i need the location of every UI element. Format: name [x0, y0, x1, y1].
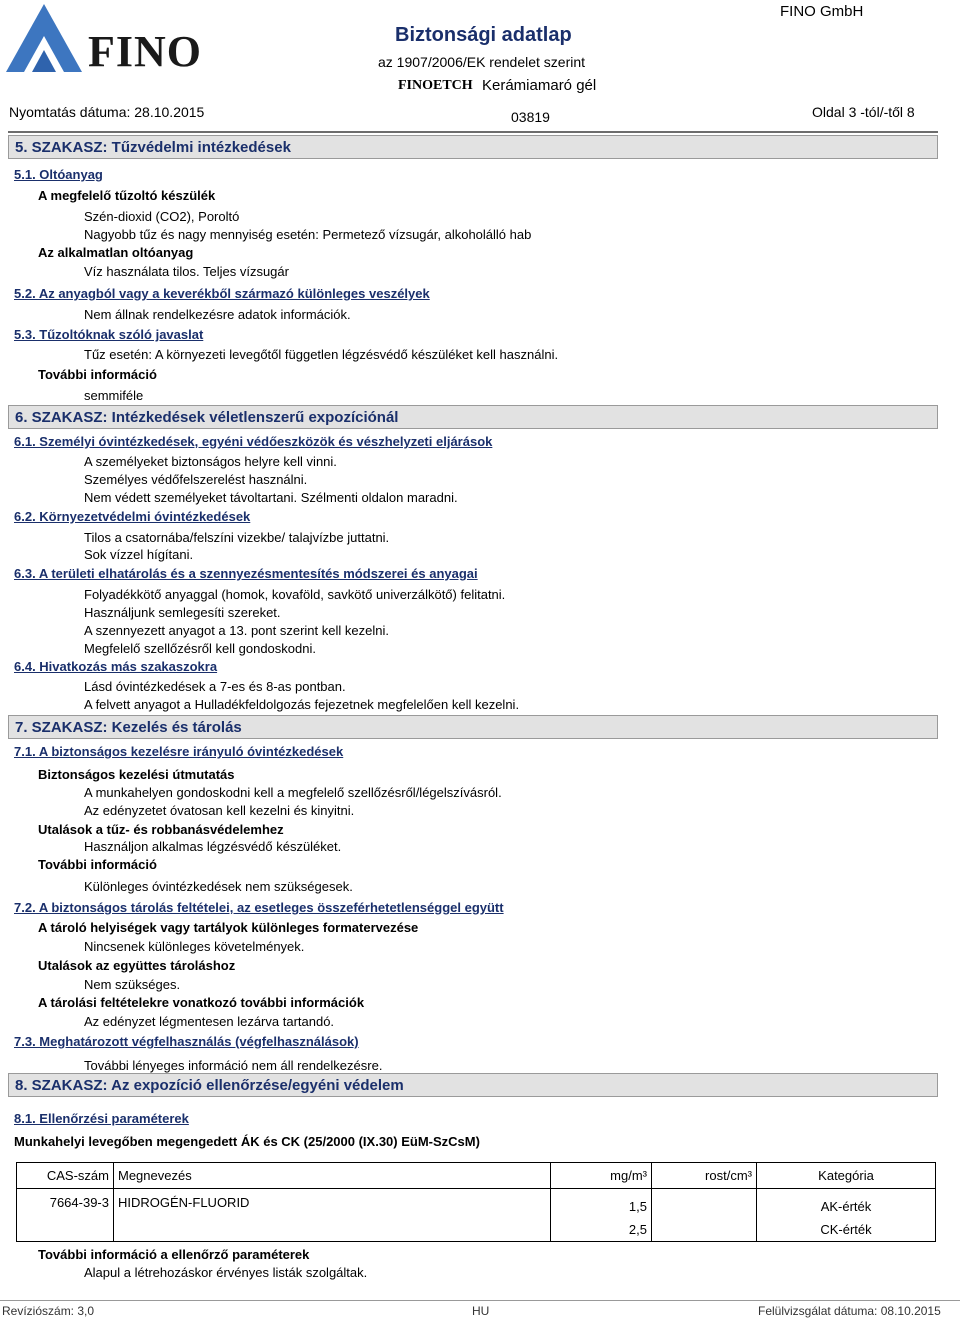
- product-name: Kerámiamaró gél: [482, 77, 597, 94]
- company-name: FINO GmbH: [780, 3, 864, 20]
- subsection-6-4: 6.4. Hivatkozás más szakaszokra: [14, 659, 218, 674]
- label-joint-storage: Utalások az együttes tároláshoz: [38, 958, 236, 973]
- footer-divider: [0, 1300, 960, 1301]
- header-fiber: rost/cm³: [652, 1163, 757, 1189]
- subsection-8-1: 8.1. Ellenőrzési paraméterek: [14, 1111, 189, 1126]
- logo-text: FINO: [88, 27, 202, 76]
- text-line: Lásd óvintézkedések a 7-es és 8-as pontban.: [84, 679, 346, 694]
- section-7-header: 7. SZAKASZ: Kezelés és tárolás: [8, 715, 938, 739]
- section-6-header: 6. SZAKASZ: Intézkedések véletlenszerű expozíciónál: [8, 405, 938, 429]
- brand-prefix: FINOETCH: [398, 78, 473, 93]
- text-line: Használjunk semlegesíti szereket.: [84, 605, 281, 620]
- cell-category: [757, 1189, 936, 1242]
- text-line: Különleges óvintézkedések nem szükségesek.: [84, 879, 353, 894]
- product-code: 03819: [511, 109, 550, 125]
- text-line: A felvett anyagot a Hulladékfeldolgozás fejezetnek megfelelően kell kezelni.: [84, 697, 520, 712]
- section-5-header: 5. SZAKASZ: Tűzvédelmi intézkedések: [8, 135, 938, 159]
- header-category: Kategória: [757, 1163, 936, 1189]
- cell-name: HIDROGÉN-FLUORID: [114, 1189, 551, 1242]
- text-line: A munkahelyen gondoskodni kell a megfelelő szellőzésről/légelszívásról.: [84, 785, 502, 800]
- text-line: Tűz esetén: A környezeti levegőtől független légzésvédő készüléket kell használni.: [84, 347, 559, 362]
- text-line: Szén-dioxid (CO2), Poroltó: [84, 209, 240, 224]
- label-storage-design: A tároló helyiségek vagy tartályok különleges formatervezése: [38, 920, 419, 935]
- label-safe-handling: Biztonságos kezelési útmutatás: [38, 767, 235, 782]
- subsection-7-2: 7.2. A biztonságos tárolás feltételei, az esetleges összeférhetetlenséggel együtt: [14, 900, 504, 915]
- subsection-5-3: 5.3. Tűzoltóknak szóló javaslat: [14, 327, 204, 342]
- subsection-6-1: 6.1. Személyi óvintézkedések, egyéni védőeszközök és vészhelyzeti eljárások: [14, 434, 493, 449]
- text-line: Nem védett személyeket távoltartani. Szélmenti oldalon maradni.: [84, 490, 458, 505]
- text-line: Személyes védőfelszerelést használni.: [84, 472, 308, 487]
- header-mg: mg/m³: [551, 1163, 652, 1189]
- text-line: Nem szükséges.: [84, 977, 181, 992]
- text-line: semmiféle: [84, 388, 144, 403]
- review-date: Felülvizsgálat dátuma: 08.10.2015: [758, 1304, 941, 1318]
- subsection-7-3: 7.3. Meghatározott végfelhasználás (végfelhasználások): [14, 1034, 359, 1049]
- text-line: Megfelelő szellőzésről kell gondoskodni.: [84, 641, 316, 656]
- mg-value-2: 2,5: [628, 1222, 647, 1237]
- cell-cas: 7664-39-3: [17, 1189, 114, 1242]
- cell-fiber: [652, 1189, 757, 1242]
- table-title: Munkahelyi levegőben megengedett ÁK és CK (25/2000 (IX.30) EüM-SzCsM): [14, 1134, 480, 1149]
- label-control-params-info: További információ a ellenőrző paraméterek: [38, 1247, 310, 1262]
- text-line: Sok vízzel hígítani.: [84, 547, 194, 562]
- label-suitable-media: A megfelelő tűzoltó készülék: [38, 188, 216, 203]
- category-1: AK-érték: [820, 1199, 872, 1214]
- text-line: Nem állnak rendelkezésre adatok információk.: [84, 307, 351, 322]
- subsection-5-2: 5.2. Az anyagból vagy a keverékből származó különleges veszélyek: [14, 286, 430, 301]
- revision-number: Revíziószám: 3,0: [2, 1304, 95, 1318]
- regulation-reference: az 1907/2006/EK rendelet szerint: [378, 54, 586, 70]
- header-cas: CAS-szám: [17, 1163, 114, 1189]
- document-title: Biztonsági adatlap: [395, 24, 572, 46]
- section-8-header: 8. SZAKASZ: Az expozíció ellenőrzése/egyéni védelem: [8, 1073, 938, 1097]
- header-name: Megnevezés: [114, 1163, 551, 1189]
- text-line: További lényeges információ nem áll rendelkezésre.: [84, 1058, 383, 1073]
- text-line: A személyeket biztonságos helyre kell vinni.: [84, 454, 337, 469]
- text-line: Nagyobb tűz és nagy mennyiség esetén: Permetező vízsugár, alkoholálló hab: [84, 227, 532, 242]
- subsection-6-2: 6.2. Környezetvédelmi óvintézkedések: [14, 509, 251, 524]
- page-number: Oldal 3 -tól/-től 8: [812, 104, 915, 120]
- header-divider: [8, 131, 938, 133]
- text-line: Nincsenek különleges követelmények.: [84, 939, 305, 954]
- mg-value-1: 1,5: [628, 1199, 647, 1214]
- category-2: CK-érték: [820, 1222, 872, 1237]
- text-line: Víz használata tilos. Teljes vízsugár: [84, 264, 289, 279]
- subsection-5-1: 5.1. Oltóanyag: [14, 167, 103, 182]
- exposure-limits-table: [16, 1162, 936, 1242]
- label-fire-protection: Utalások a tűz- és robbanásvédelemhez: [38, 822, 284, 837]
- text-line: Folyadékkötő anyaggal (homok, kovaföld, savkötő univerzálkötő) felitatni.: [84, 587, 506, 602]
- text-line: Az edényzet légmentesen lezárva tartandó.: [84, 1014, 335, 1029]
- text-line: Tilos a csatornába/felszíni vizekbe/ talajvízbe juttatni.: [84, 530, 390, 545]
- label-further-info: További információ: [38, 857, 157, 872]
- text-line: Az edényzetet óvatosan kell kezelni és kinyitni.: [84, 803, 355, 818]
- table-row: [17, 1189, 936, 1242]
- text-line: Használjon alkalmas légzésvédő készüléket.: [84, 839, 342, 854]
- cell-mg: [551, 1189, 652, 1242]
- subsection-6-3: 6.3. A területi elhatárolás és a szennyezésmentesítés módszerei és anyagai: [14, 566, 478, 581]
- text-line: Alapul a létrehozáskor érvényes listák szolgáltak.: [84, 1265, 368, 1280]
- label-unsuitable-media: Az alkalmatlan oltóanyag: [38, 245, 194, 260]
- language-code: HU: [472, 1304, 490, 1318]
- label-further-info: További információ: [38, 367, 157, 382]
- table-header-row: [17, 1163, 936, 1189]
- label-storage-conditions: A tárolási feltételekre vonatkozó további információk: [38, 995, 365, 1010]
- print-date: Nyomtatás dátuma: 28.10.2015: [9, 104, 205, 120]
- text-line: A szennyezett anyagot a 13. pont szerint kell kezelni.: [84, 623, 389, 638]
- subsection-7-1: 7.1. A biztonságos kezelésre irányuló óvintézkedések: [14, 744, 344, 759]
